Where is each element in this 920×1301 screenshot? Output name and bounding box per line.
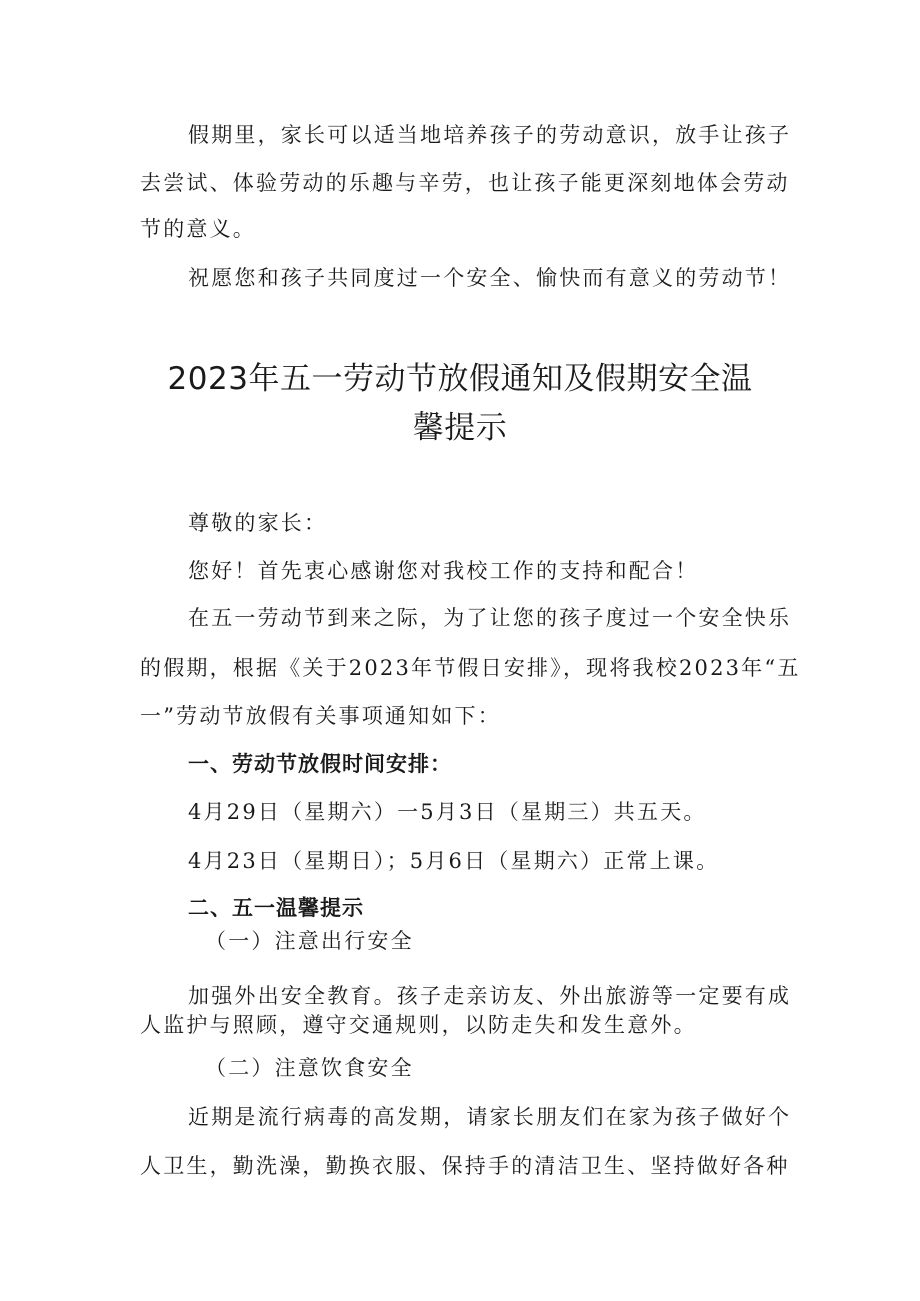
food-safety-line: 人卫生，勤洗澡，勤换衣服、保持手的清洁卫生、坚持做好各种 [140,1154,790,1178]
document-title-line-2: 馨提示 [412,410,508,446]
intro-paragraph-line: 假期里，家长可以适当地培养孩子的劳动意识，放手让孩子 [188,123,792,147]
section-heading-warm-tips: 二、五一温馨提示 [188,896,364,920]
document-title-line-1: 2023年五一劳动节放假通知及假期安全温 [167,361,753,397]
subheading-food-safety: （二）注意饮食安全 [205,1056,414,1080]
closing-wish: 祝愿您和孩子共同度过一个安全、愉快而有意义的劳动节！ [188,266,792,290]
holiday-dates: 4月29日（星期六）一5月3日（星期三）共五天。 [188,800,707,824]
subheading-travel-safety: （一）注意出行安全 [205,929,414,953]
section-heading-holiday-schedule: 一、劳动节放假时间安排： [188,752,452,776]
notice-paragraph-line: 的假期，根据《关于2023年节假日安排》，现将我校2023年“五 [140,656,801,680]
intro-paragraph-line: 节的意义。 [140,217,256,241]
travel-safety-line: 加强外出安全教育。孩子走亲访友、外出旅游等一定要有成 [188,984,792,1008]
food-safety-line: 近期是流行病毒的高发期，请家长朋友们在家为孩子做好个 [188,1105,792,1129]
salutation: 尊敬的家长： [188,511,328,535]
greeting: 您好！首先衷心感谢您对我校工作的支持和配合！ [188,559,699,583]
notice-paragraph-line: 在五一劳动节到来之际，为了让您的孩子度过一个安全快乐 [188,606,792,630]
travel-safety-line: 人监护与照顾，遵守交通规则，以防走失和发生意外。 [140,1013,697,1037]
notice-paragraph-line: 一”劳动节放假有关事项通知如下： [140,704,501,728]
intro-paragraph-line: 去尝试、体验劳动的乐趣与辛劳，也让孩子能更深刻地体会劳动 [140,171,790,195]
makeup-class-dates: 4月23日（星期日）；5月6日（星期六）正常上课。 [188,849,720,873]
